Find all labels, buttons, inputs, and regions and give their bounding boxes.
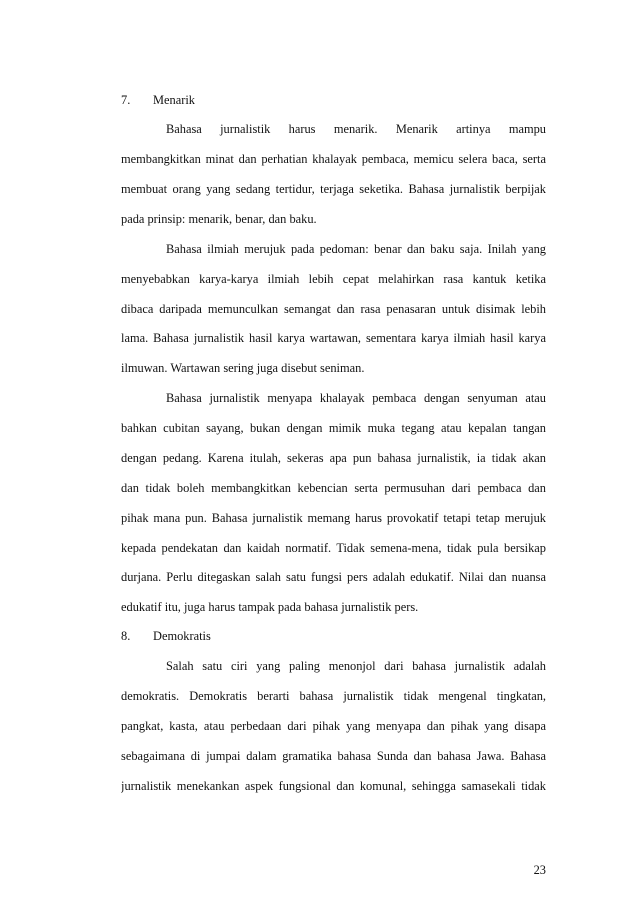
text-line: menyebabkan karya-karya ilmiah lebih cepat melahirkan rasa kantuk ketika xyxy=(121,272,546,286)
text-line: pihak mana pun. Bahasa jurnalistik memang harus provokatif tetapi tetap merujuk xyxy=(121,511,546,525)
text-line: pangkat, kasta, atau perbedaan dari pihak yang menyapa dan pihak yang disapa xyxy=(121,719,546,733)
text-line: edukatif itu, juga harus tampak pada bahasa jurnalistik pers. xyxy=(121,600,419,614)
text-line: Salah satu ciri yang paling menonjol dari bahasa jurnalistik adalah xyxy=(166,659,546,673)
text-line: bahkan cubitan sayang, bukan dengan mimik muka tegang atau kepalan tangan xyxy=(121,421,546,435)
text-line: sebagaimana di jumpai dalam gramatika bahasa Sunda dan bahasa Jawa. Bahasa xyxy=(121,749,546,763)
text-line: dengan pedang. Karena itulah, sekeras apa pun bahasa jurnalistik, ia tidak akan xyxy=(121,451,546,465)
text-line: jurnalistik menekankan aspek fungsional dan komunal, sehingga samasekali tidak xyxy=(121,779,546,793)
text-line: Bahasa jurnalistik menyapa khalayak pembaca dengan senyuman atau xyxy=(166,391,546,405)
text-line: Bahasa ilmiah merujuk pada pedoman: benar dan baku saja. Inilah yang xyxy=(166,242,546,256)
text-line: membangkitkan minat dan perhatian khalayak pembaca, memicu selera baca, serta xyxy=(121,152,546,166)
section-number: 7. xyxy=(121,93,131,107)
section-title: Demokratis xyxy=(153,629,211,643)
text-line: dibaca daripada memunculkan semangat dan rasa penasaran untuk disimak lebih xyxy=(121,302,546,316)
section-title: Menarik xyxy=(153,93,195,107)
text-line: demokratis. Demokratis berarti bahasa jurnalistik tidak mengenal tingkatan, xyxy=(121,689,546,703)
text-line: dan tidak boleh membangkitkan kebencian serta permusuhan dari pembaca dan xyxy=(121,481,546,495)
text-line: durjana. Perlu ditegaskan salah satu fungsi pers adalah edukatif. Nilai dan nuansa xyxy=(121,570,546,584)
text-line: membuat orang yang sedang tertidur, terjaga seketika. Bahasa jurnalistik berpijak xyxy=(121,182,546,196)
page-number: 23 xyxy=(533,863,546,877)
text-line: kepada pendekatan dan kaidah normatif. Tidak semena-mena, tidak pula bersikap xyxy=(121,541,546,555)
text-line: pada prinsip: menarik, benar, dan baku. xyxy=(121,212,317,226)
text-line: lama. Bahasa jurnalistik hasil karya wartawan, sementara karya ilmiah hasil karya xyxy=(121,331,546,345)
text-line: Bahasa jurnalistik harus menarik. Menarik artinya mampu xyxy=(166,122,546,136)
section-number: 8. xyxy=(121,629,131,643)
text-line: ilmuwan. Wartawan sering juga disebut seniman. xyxy=(121,361,365,375)
